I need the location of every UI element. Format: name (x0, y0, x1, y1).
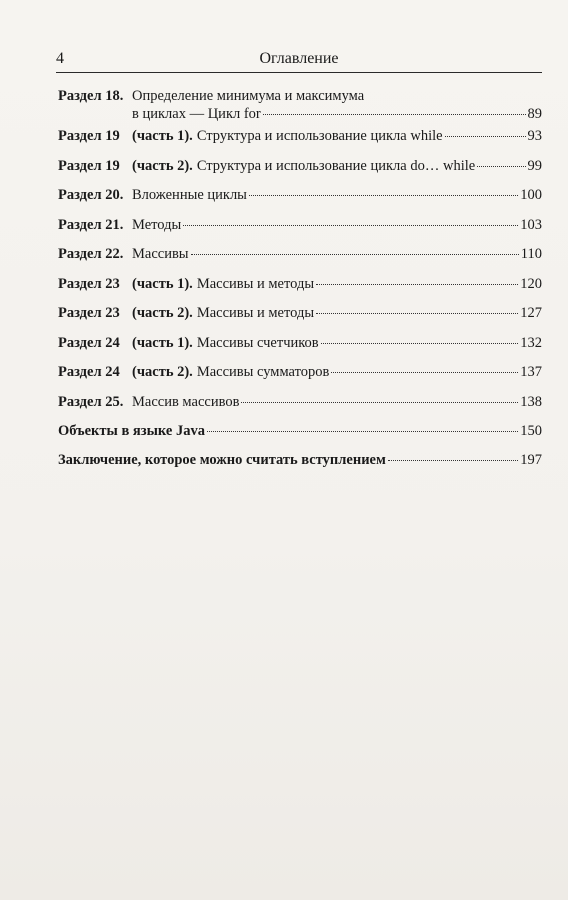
toc-entry (58, 393, 542, 411)
section-title-continued: в циклах — Цикл for (132, 106, 261, 122)
toc-entry (58, 275, 542, 293)
dot-leader (263, 114, 526, 115)
page-ref: 100 (520, 187, 542, 203)
section-title: Структура и использование цикла while (196, 128, 443, 144)
section-title: Объекты в языке Java (58, 423, 205, 439)
section-part: (часть 2). (132, 158, 193, 174)
page-ref: 137 (520, 364, 542, 380)
dot-leader (316, 313, 518, 314)
page-ref: 150 (520, 423, 542, 439)
toc-entry (58, 186, 542, 204)
page-number: 4 (56, 50, 64, 67)
dot-leader (445, 136, 526, 137)
dot-leader (191, 254, 519, 255)
dot-leader (207, 431, 518, 432)
dot-leader (249, 195, 518, 196)
section-label: Раздел 20. (58, 187, 124, 203)
page-ref: 197 (520, 452, 542, 468)
section-title: Заключение, которое можно считать вступлением (58, 452, 386, 468)
section-label: Раздел 24 (58, 364, 120, 380)
section-title: Массивы и методы (196, 276, 315, 292)
section-title: Массивы сумматоров (196, 364, 330, 380)
section-label: Раздел 25. (58, 394, 124, 410)
page-ref: 110 (520, 246, 542, 262)
page-ref: 120 (520, 276, 542, 292)
section-label: Раздел 24 (58, 335, 120, 351)
page-ref: 93 (527, 128, 542, 144)
dot-leader (316, 284, 518, 285)
toc-entry (58, 304, 542, 322)
section-label: Раздел 18. (58, 88, 124, 104)
section-title: Структура и использование цикла do… while (196, 158, 476, 174)
page-ref: 103 (520, 217, 542, 233)
section-part: (часть 1). (132, 335, 193, 351)
dot-leader (321, 343, 519, 344)
section-title: Вложенные циклы (132, 187, 247, 203)
toc-entry (58, 216, 542, 234)
section-label: Раздел 21. (58, 217, 124, 233)
page-ref: 89 (527, 106, 542, 122)
toc-entry (58, 157, 542, 175)
page-header (56, 48, 542, 73)
section-part: (часть 2). (132, 305, 193, 321)
toc-entry (58, 451, 542, 469)
section-label: Раздел 19 (58, 158, 120, 174)
section-part: (часть 1). (132, 276, 193, 292)
dot-leader (183, 225, 518, 226)
section-label: Раздел 22. (58, 246, 124, 262)
section-title: Массивы счетчиков (196, 335, 319, 351)
toc-entry (58, 87, 542, 123)
dot-leader (241, 402, 518, 403)
toc-entry (58, 245, 542, 263)
section-title: Методы (132, 217, 182, 233)
header-title: Оглавление (259, 50, 339, 67)
page-ref: 132 (520, 335, 542, 351)
dot-leader (331, 372, 518, 373)
page-ref: 99 (527, 158, 542, 174)
section-label: Раздел 23 (58, 305, 120, 321)
page-ref: 127 (520, 305, 542, 321)
dot-leader (388, 460, 518, 461)
section-label: Раздел 23 (58, 276, 120, 292)
toc-entry (58, 363, 542, 381)
dot-leader (477, 166, 525, 167)
page-ref: 138 (520, 394, 542, 410)
section-title: Массив массивов (132, 394, 240, 410)
toc-entry (58, 422, 542, 440)
section-title: Массивы (132, 246, 189, 262)
section-title: Определение минимума и максимума (132, 88, 365, 104)
section-part: (часть 1). (132, 128, 193, 144)
section-label: Раздел 19 (58, 128, 120, 144)
toc-entry (58, 127, 542, 145)
section-title: Массивы и методы (196, 305, 315, 321)
toc-entry (58, 334, 542, 352)
section-part: (часть 2). (132, 364, 193, 380)
